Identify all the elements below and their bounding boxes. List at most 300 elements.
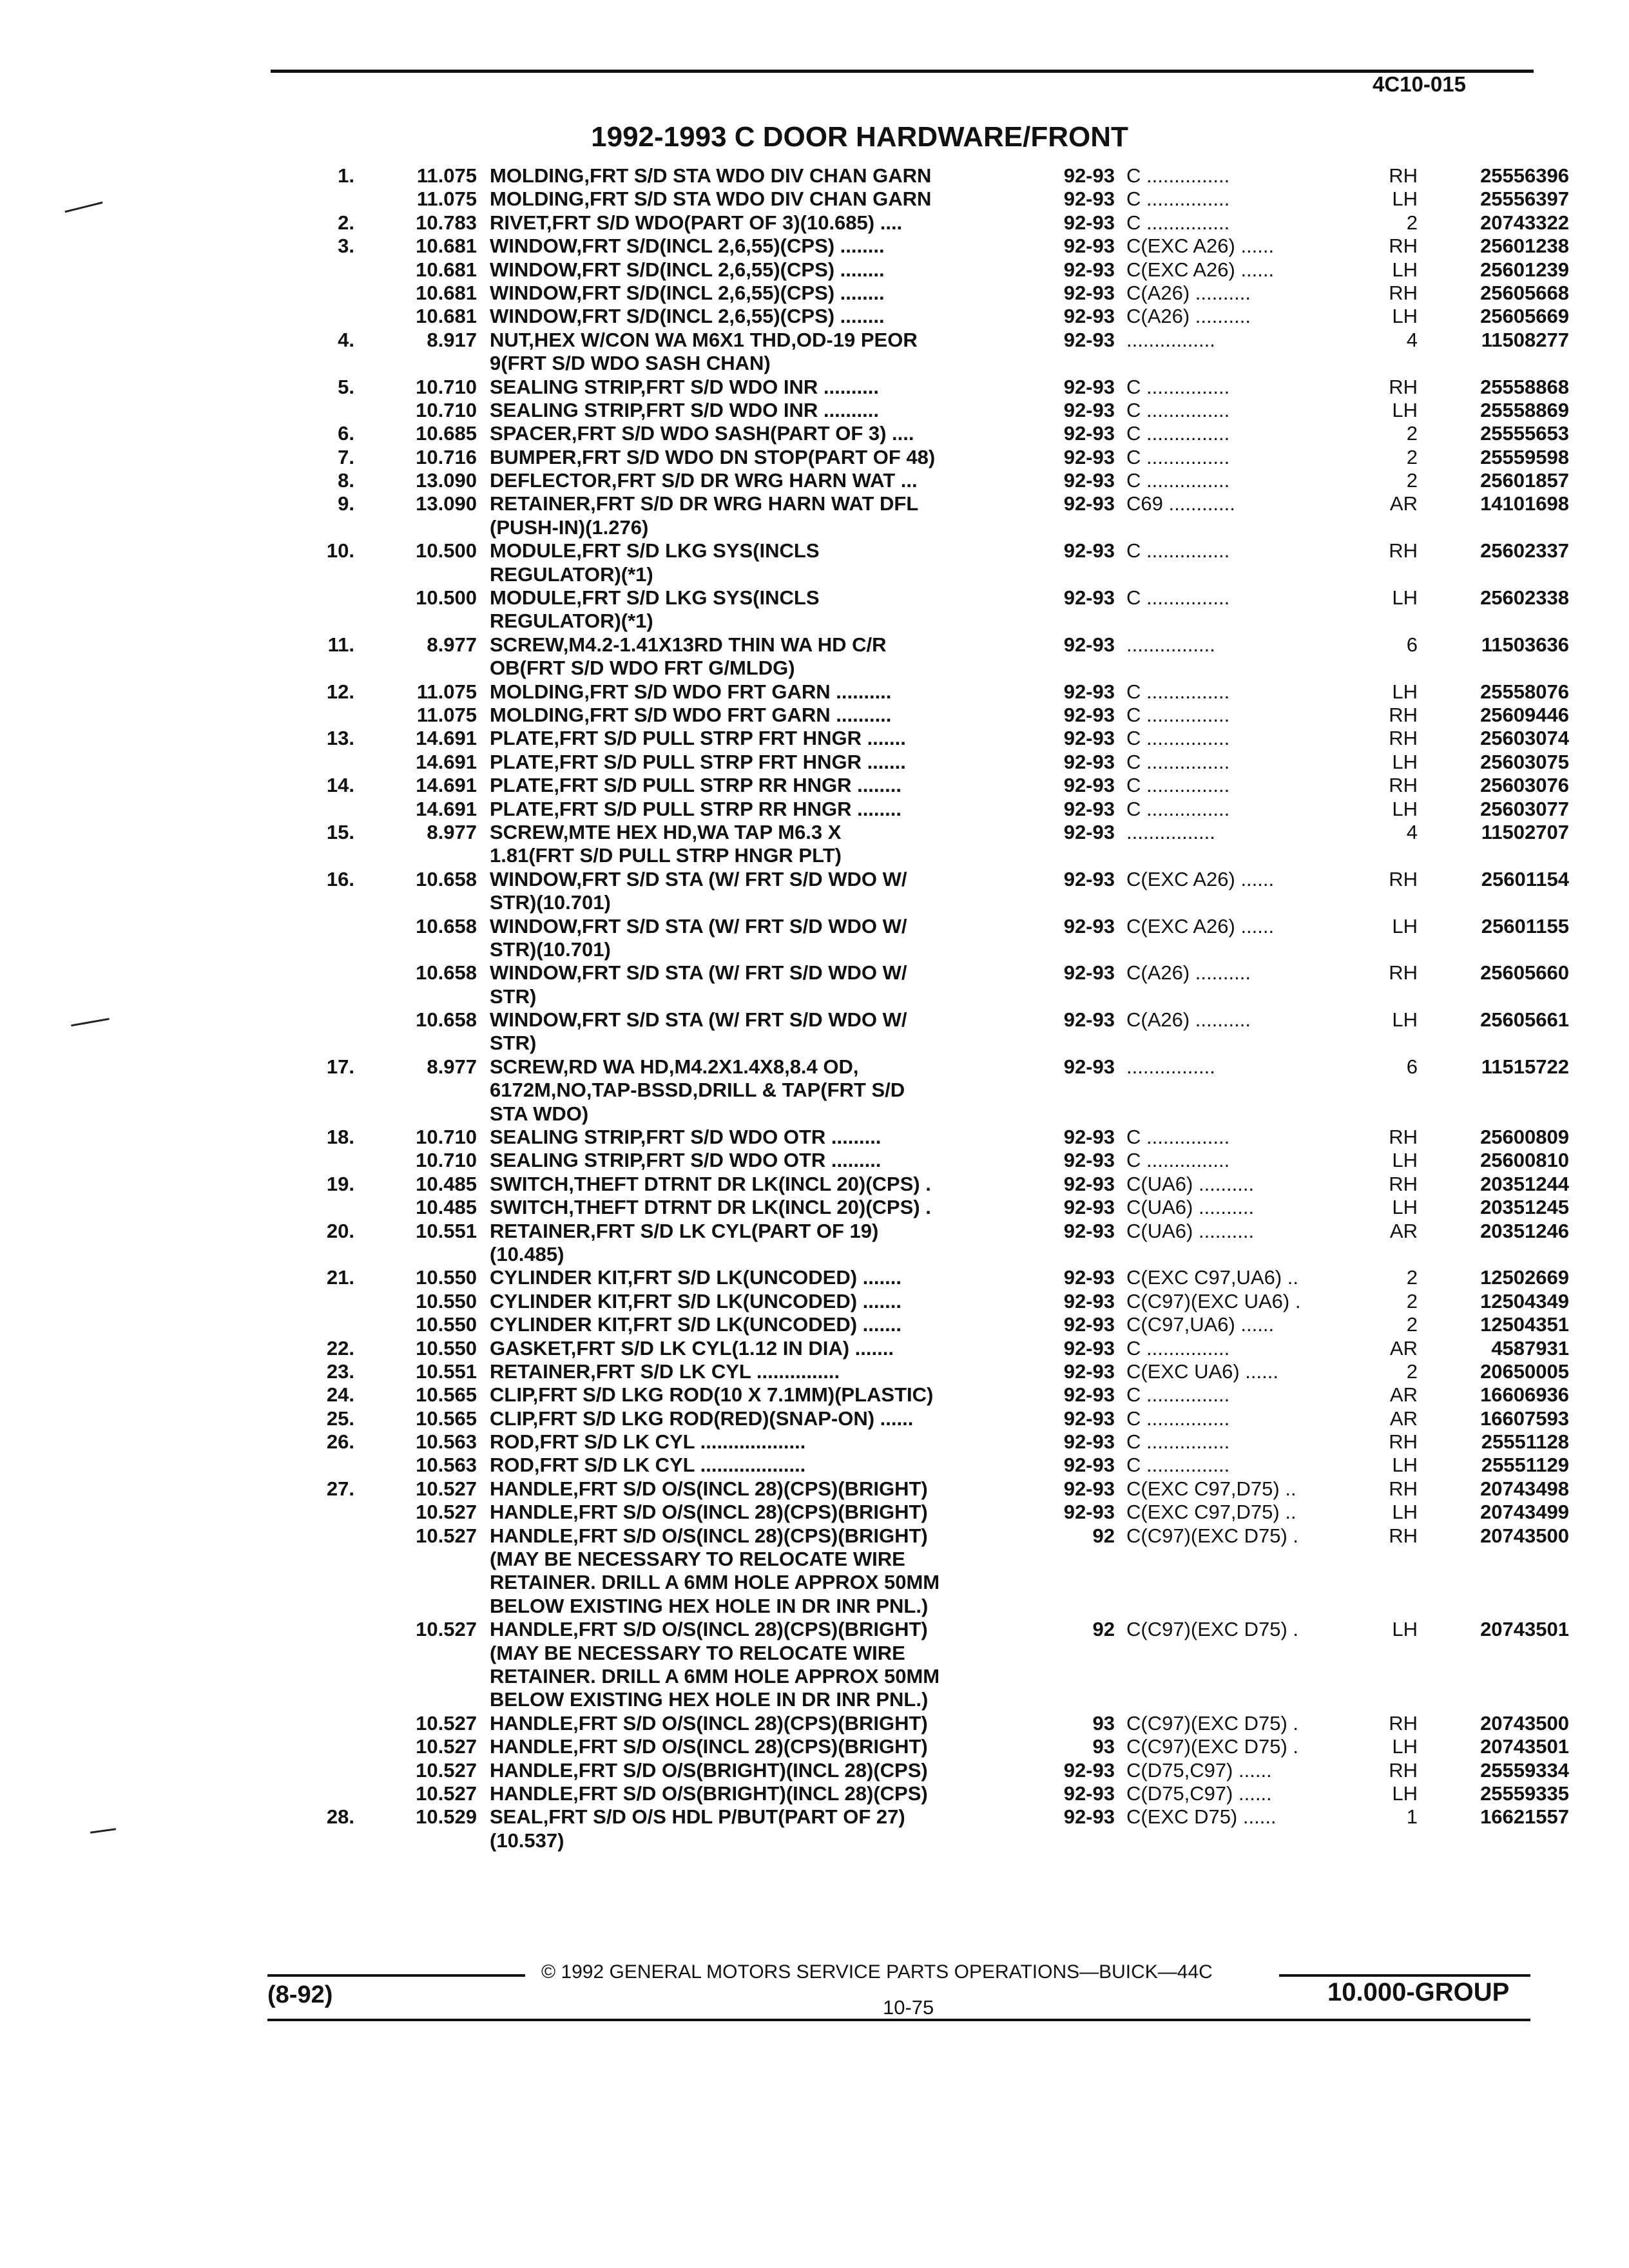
part-detail: ,FRT S/D WDO FRT GARN .......... <box>584 680 892 703</box>
quantity: LH <box>1392 586 1418 610</box>
part-detail: ,FRT S/D O/S(INCL 28)(CPS)(BRIGHT) <box>573 1618 928 1641</box>
catalog-code: C ............... <box>1126 445 1230 468</box>
quantity: 6 <box>1406 633 1418 656</box>
table-row <box>309 1571 1553 1594</box>
table-row <box>309 1548 1553 1571</box>
part-name: SCREW <box>490 820 563 843</box>
group-number: 10.550 <box>416 1336 477 1360</box>
part-detail: ,FRT S/D WDO SASH(PART OF 3) .... <box>571 422 914 445</box>
part-name: WINDOW <box>490 281 577 304</box>
part-detail: ,FRT S/D WDO OTR ......... <box>640 1126 882 1149</box>
part-description <box>490 891 1347 914</box>
catalog-code: C(UA6) .......... <box>1126 1172 1255 1195</box>
catalog-code: C ............... <box>1126 187 1230 211</box>
group-number: 10.485 <box>416 1172 477 1195</box>
quantity: 1 <box>1406 1805 1418 1829</box>
table-row <box>309 586 1569 610</box>
part-number: 20351246 <box>1480 1219 1569 1242</box>
group-number: 10.551 <box>416 1360 477 1383</box>
model-years: 92-93 <box>1063 1501 1115 1524</box>
quantity: LH <box>1392 398 1418 421</box>
part-number: 25601154 <box>1481 867 1569 890</box>
group-number: 10.681 <box>416 281 477 304</box>
page-code: 4C10-015 <box>1373 72 1466 96</box>
part-number: 11508277 <box>1481 328 1569 351</box>
catalog-code: C ............... <box>1126 586 1230 610</box>
model-years: 92-93 <box>1063 727 1115 750</box>
parts-table <box>309 164 1569 1852</box>
part-name: CYLINDER KIT <box>490 1289 628 1312</box>
part-detail: STR)(10.701) <box>490 937 611 961</box>
part-name: RETAINER <box>490 492 591 515</box>
part-name: MOLDING <box>490 164 584 187</box>
table-row <box>309 258 1569 282</box>
part-name: CLIP <box>490 1407 533 1430</box>
part-number: 25603075 <box>1480 750 1569 773</box>
group-number: 10.658 <box>416 867 477 890</box>
model-years: 92-93 <box>1063 1149 1115 1172</box>
group-number: 13.090 <box>416 492 477 515</box>
part-name: SWITCH <box>490 1196 569 1219</box>
group-number: 10.681 <box>416 235 477 258</box>
catalog-code: C(EXC C97,D75) .. <box>1126 1501 1296 1524</box>
table-row <box>309 1407 1569 1430</box>
table-row <box>309 235 1569 258</box>
model-years: 92-93 <box>1063 1407 1115 1430</box>
part-number: 12504351 <box>1480 1313 1569 1336</box>
part-detail: ,FRT S/D STA WDO DIV CHAN GARN <box>584 187 932 211</box>
part-detail: (MAY BE NECESSARY TO RELOCATE WIRE <box>490 1641 905 1664</box>
catalog-code: C69 ............ <box>1126 492 1235 515</box>
part-name: HANDLE <box>490 1524 574 1547</box>
group-number: 10.710 <box>416 1126 477 1149</box>
part-number: 25600810 <box>1480 1149 1569 1172</box>
group-number: 10.658 <box>416 961 477 985</box>
part-number: 25556397 <box>1480 187 1569 211</box>
model-years: 92-93 <box>1063 1805 1115 1829</box>
catalog-code: ................ <box>1126 820 1215 843</box>
table-row <box>309 961 1569 985</box>
catalog-code: C ............... <box>1126 1454 1230 1477</box>
part-description <box>490 1665 1347 1688</box>
item-number: 25. <box>326 1407 354 1430</box>
part-number: 11502707 <box>1481 820 1569 843</box>
part-name: RIVET <box>490 211 546 234</box>
part-name: PLATE <box>490 774 554 797</box>
table-row <box>309 563 1553 586</box>
part-detail: ,FRT S/D O/S(INCL 28)(CPS)(BRIGHT) <box>573 1501 928 1524</box>
part-detail: ,FRT S/D O/S(INCL 28)(CPS)(BRIGHT) <box>573 1735 928 1758</box>
part-number: 25558869 <box>1480 398 1569 421</box>
catalog-code: C(D75,C97) ...... <box>1126 1758 1272 1782</box>
table-row <box>309 1711 1569 1735</box>
part-detail: ,FRT S/D O/S(INCL 28)(CPS)(BRIGHT) <box>573 1711 928 1735</box>
table-row <box>309 727 1569 750</box>
group-number: 10.783 <box>416 211 477 234</box>
group-number: 10.565 <box>416 1407 477 1430</box>
model-years: 92-93 <box>1063 914 1115 937</box>
group-number: 10.500 <box>416 539 477 562</box>
item-number: 17. <box>326 1055 354 1078</box>
table-row <box>309 680 1569 704</box>
part-detail: ,FRT S/D DR WRG HARN WAT DFL <box>590 492 919 515</box>
group-number: 8.917 <box>427 328 477 351</box>
part-number: 20743498 <box>1480 1477 1569 1500</box>
catalog-code: C ............... <box>1126 539 1230 562</box>
catalog-code: C(C97)(EXC D75) . <box>1126 1711 1298 1735</box>
part-number: 4587931 <box>1491 1336 1569 1360</box>
part-number: 25603074 <box>1480 727 1569 750</box>
item-number: 26. <box>326 1430 354 1454</box>
item-number: 15. <box>326 820 354 843</box>
model-years: 92-93 <box>1063 1758 1115 1782</box>
part-number: 25603076 <box>1480 774 1569 797</box>
hole-punch-mark <box>71 1018 110 1026</box>
part-name: HANDLE <box>490 1501 574 1524</box>
part-number: 16606936 <box>1480 1383 1569 1407</box>
catalog-code: C(D75,C97) ...... <box>1126 1782 1272 1805</box>
part-detail: (10.537) <box>490 1829 564 1852</box>
table-row <box>309 422 1569 445</box>
part-number: 25551129 <box>1481 1454 1569 1477</box>
catalog-code: C(EXC C97,UA6) .. <box>1126 1266 1299 1289</box>
model-years: 92-93 <box>1063 1383 1115 1407</box>
part-detail: ,HEX W/CON WA M6X1 THD,OD-19 PEOR <box>528 328 918 351</box>
part-number: 25602337 <box>1480 539 1569 562</box>
part-detail: ,M4.2-1.41X13RD THIN WA HD C/R <box>563 633 887 656</box>
model-years: 92-93 <box>1063 774 1115 797</box>
catalog-code: C ............... <box>1126 727 1230 750</box>
part-detail: ,FRT S/D DR WRG HARN WAT ... <box>611 469 918 492</box>
group-number: 11.075 <box>416 164 477 187</box>
part-detail: BELOW EXISTING HEX HOLE IN DR INR PNL.) <box>490 1594 929 1617</box>
table-row <box>309 1336 1569 1360</box>
part-number: 25601857 <box>1480 469 1569 492</box>
table-row <box>309 1289 1569 1313</box>
model-years: 92-93 <box>1063 1454 1115 1477</box>
group-number: 10.681 <box>416 258 477 281</box>
part-name: CYLINDER KIT <box>490 1313 628 1336</box>
table-row <box>309 844 1553 867</box>
item-number: 2. <box>338 211 354 234</box>
item-number: 23. <box>326 1360 354 1383</box>
model-years: 92-93 <box>1063 211 1115 234</box>
catalog-code: C ............... <box>1126 703 1230 726</box>
part-detail: REGULATOR)(*1) <box>490 562 653 586</box>
group-number: 10.527 <box>416 1618 477 1641</box>
table-row <box>309 1266 1569 1289</box>
model-years: 93 <box>1092 1735 1115 1758</box>
part-detail: (10.485) <box>490 1242 564 1265</box>
group-number: 10.685 <box>416 422 477 445</box>
catalog-code: C(UA6) .......... <box>1126 1196 1255 1219</box>
item-number: 14. <box>326 774 354 797</box>
part-description <box>490 1102 1347 1126</box>
part-detail: OB(FRT S/D WDO FRT G/MLDG) <box>490 657 795 680</box>
group-number: 11.075 <box>416 187 477 211</box>
part-detail: ,FRT S/D LK(UNCODED) ....... <box>627 1313 901 1336</box>
part-description <box>490 516 1347 539</box>
part-description <box>490 985 1347 1008</box>
model-years: 92-93 <box>1063 1782 1115 1805</box>
item-number: 16. <box>326 867 354 890</box>
part-detail: ,FRT S/D STA (W/ FRT S/D WDO W/ <box>576 961 907 985</box>
part-detail: STR) <box>490 1032 537 1055</box>
footer-rule-right <box>1279 1974 1530 1977</box>
table-row <box>309 1501 1569 1524</box>
item-number: 6. <box>338 422 354 445</box>
quantity: LH <box>1392 680 1418 703</box>
item-number: 13. <box>326 727 354 750</box>
quantity: RH <box>1389 703 1418 726</box>
model-years: 92-93 <box>1063 187 1115 211</box>
catalog-code: C ............... <box>1126 797 1230 820</box>
part-detail: ,FRT S/D WDO OTR ......... <box>640 1149 882 1172</box>
part-number: 25601239 <box>1480 258 1569 281</box>
table-row <box>309 375 1569 399</box>
quantity: LH <box>1392 187 1418 211</box>
model-years: 92-93 <box>1063 422 1115 445</box>
part-number: 25605669 <box>1480 305 1569 328</box>
part-number: 25559334 <box>1480 1758 1569 1782</box>
item-number: 18. <box>326 1126 354 1149</box>
group-number: 10.527 <box>416 1711 477 1735</box>
catalog-code: C(C97)(EXC D75) . <box>1126 1735 1298 1758</box>
part-detail: ,FRT S/D STA (W/ FRT S/D WDO W/ <box>576 1008 907 1032</box>
table-row <box>309 1618 1569 1641</box>
table-row <box>309 1430 1569 1454</box>
part-number: 25601155 <box>1481 914 1569 937</box>
quantity: RH <box>1389 727 1418 750</box>
quantity: AR <box>1389 1219 1418 1242</box>
group-number: 13.090 <box>416 469 477 492</box>
quantity: RH <box>1389 1524 1418 1547</box>
group-number: 10.550 <box>416 1289 477 1312</box>
table-row <box>309 703 1569 727</box>
part-detail: ,FRT S/D LKG SYS(INCLS <box>576 539 820 562</box>
part-name: GASKET <box>490 1336 571 1360</box>
hole-punch-mark <box>90 1828 116 1834</box>
catalog-code: ................ <box>1126 1055 1215 1078</box>
catalog-code: C(A26) .......... <box>1126 1008 1251 1032</box>
part-name: WINDOW <box>490 961 577 985</box>
model-years: 92-93 <box>1063 1266 1115 1289</box>
catalog-code: C(EXC A26) ...... <box>1126 914 1275 937</box>
table-row <box>309 1454 1569 1477</box>
part-number: 25605660 <box>1480 961 1569 985</box>
table-row <box>309 516 1553 539</box>
table-row <box>309 750 1569 774</box>
catalog-code: C(C97)(EXC UA6) . <box>1126 1289 1301 1312</box>
model-years: 92-93 <box>1063 1196 1115 1219</box>
part-number: 14101698 <box>1480 492 1569 515</box>
part-number: 20351245 <box>1480 1196 1569 1219</box>
part-description <box>490 1243 1347 1266</box>
model-years: 92-93 <box>1063 1219 1115 1242</box>
part-description <box>490 1642 1347 1665</box>
catalog-code: C ............... <box>1126 469 1230 492</box>
quantity: AR <box>1389 1336 1418 1360</box>
table-row <box>309 187 1569 211</box>
item-number: 5. <box>338 375 354 398</box>
table-row <box>309 1735 1569 1758</box>
table-row <box>309 492 1569 515</box>
part-detail: ,FRT S/D WDO INR .......... <box>640 398 879 421</box>
table-row <box>309 445 1569 469</box>
part-detail: ,THEFT DTRNT DR LK(INCL 20)(CPS) . <box>568 1172 931 1195</box>
catalog-code: C(EXC D75) ...... <box>1126 1805 1277 1829</box>
quantity: 6 <box>1406 1055 1418 1078</box>
part-name: SEALING STRIP <box>490 1126 641 1149</box>
table-row <box>309 774 1569 797</box>
group-number: 10.500 <box>416 586 477 610</box>
table-row <box>309 1665 1553 1688</box>
catalog-code: C ............... <box>1126 1149 1230 1172</box>
table-row <box>309 1313 1569 1336</box>
part-detail: ,FRT S/D PULL STRP RR HNGR ........ <box>554 774 901 797</box>
quantity: LH <box>1392 1454 1418 1477</box>
group-number: 10.550 <box>416 1313 477 1336</box>
part-detail: RETAINER. DRILL A 6MM HOLE APPROX 50MM <box>490 1571 940 1594</box>
part-description <box>490 1571 1347 1594</box>
part-number: 20743500 <box>1480 1711 1569 1735</box>
quantity: RH <box>1389 1430 1418 1454</box>
part-name: RETAINER <box>490 1219 591 1242</box>
quantity: RH <box>1389 1758 1418 1782</box>
table-row <box>309 914 1569 938</box>
top-rule <box>271 70 1534 73</box>
group-number: 8.977 <box>427 633 477 656</box>
model-years: 92-93 <box>1063 867 1115 890</box>
part-detail: ,RD WA HD,M4.2X1.4X8,8.4 OD, <box>563 1055 859 1078</box>
model-years: 92 <box>1092 1618 1115 1641</box>
quantity: 2 <box>1406 445 1418 468</box>
group-number: 10.565 <box>416 1383 477 1407</box>
catalog-code: C ............... <box>1126 774 1230 797</box>
quantity: RH <box>1389 1477 1418 1500</box>
item-number: 10. <box>326 539 354 562</box>
table-row <box>309 891 1553 914</box>
model-years: 92-93 <box>1063 1055 1115 1078</box>
catalog-code: C ............... <box>1126 211 1230 234</box>
catalog-code: C ............... <box>1126 164 1230 187</box>
group-number: 14.691 <box>416 797 477 820</box>
part-detail: ,FRT S/D LK CYL(PART OF 19) <box>590 1219 879 1242</box>
model-years: 92-93 <box>1063 1477 1115 1500</box>
part-detail: ,FRT S/D PULL STRP RR HNGR ........ <box>554 797 901 820</box>
item-number: 22. <box>326 1336 354 1360</box>
group-number: 10.551 <box>416 1219 477 1242</box>
model-years: 92-93 <box>1063 305 1115 328</box>
group-number: 10.527 <box>416 1477 477 1500</box>
part-detail: (MAY BE NECESSARY TO RELOCATE WIRE <box>490 1548 905 1571</box>
catalog-code: ................ <box>1126 633 1215 656</box>
part-detail: ,FRT S/D STA WDO DIV CHAN GARN <box>584 164 932 187</box>
part-detail: ,FRT S/D LK(UNCODED) ....... <box>627 1289 901 1312</box>
part-number: 25559598 <box>1480 445 1569 468</box>
part-number: 16621557 <box>1480 1805 1569 1829</box>
part-name: WINDOW <box>490 867 577 890</box>
table-row <box>309 1196 1569 1219</box>
model-years: 92-93 <box>1063 281 1115 304</box>
part-name: MODULE <box>490 586 577 610</box>
table-row <box>309 1079 1553 1102</box>
part-detail: STR)(10.701) <box>490 891 611 914</box>
table-row <box>309 1782 1569 1805</box>
group-number: 10.527 <box>416 1758 477 1782</box>
model-years: 92-93 <box>1063 375 1115 398</box>
part-name: CYLINDER KIT <box>490 1266 628 1289</box>
part-detail: ,THEFT DTRNT DR LK(INCL 20)(CPS) . <box>568 1196 931 1219</box>
model-years: 92-93 <box>1063 586 1115 610</box>
catalog-code: C(C97)(EXC D75) . <box>1126 1524 1298 1547</box>
part-number: 25609446 <box>1480 703 1569 726</box>
quantity: AR <box>1389 1383 1418 1407</box>
table-row <box>309 1805 1569 1829</box>
part-number: 25603077 <box>1480 797 1569 820</box>
part-name: MOLDING <box>490 187 584 211</box>
part-number: 12502669 <box>1480 1266 1569 1289</box>
part-detail: 6172M,NO,TAP-BSSD,DRILL & TAP(FRT S/D <box>490 1079 905 1102</box>
part-number: 20743501 <box>1480 1618 1569 1641</box>
footer-copyright: © 1992 GENERAL MOTORS SERVICE PARTS OPERATIONS—BUICK—44C <box>541 1961 1213 1983</box>
catalog-code: C(A26) .......... <box>1126 961 1251 985</box>
part-detail: 9(FRT S/D WDO SASH CHAN) <box>490 352 771 375</box>
model-years: 92-93 <box>1063 680 1115 703</box>
catalog-code: C ............... <box>1126 1407 1230 1430</box>
item-number: 1. <box>338 164 354 187</box>
part-number: 20650005 <box>1480 1360 1569 1383</box>
part-name: WINDOW <box>490 235 577 258</box>
table-row <box>309 610 1553 633</box>
part-name: BUMPER <box>490 445 577 468</box>
table-row <box>309 1126 1569 1149</box>
quantity: 2 <box>1406 1313 1418 1336</box>
table-row <box>309 211 1569 235</box>
quantity: 4 <box>1406 820 1418 843</box>
part-description <box>490 844 1347 867</box>
part-detail: ,FRT S/D WDO FRT GARN .......... <box>584 703 892 726</box>
part-number: 20743501 <box>1480 1735 1569 1758</box>
group-number: 11.075 <box>416 680 477 703</box>
part-name: WINDOW <box>490 258 577 281</box>
item-number: 24. <box>326 1383 354 1407</box>
quantity: RH <box>1389 774 1418 797</box>
catalog-code: C ............... <box>1126 1336 1230 1360</box>
group-number: 14.691 <box>416 750 477 773</box>
quantity: 2 <box>1406 211 1418 234</box>
catalog-code: C ............... <box>1126 680 1230 703</box>
quantity: RH <box>1389 235 1418 258</box>
part-description <box>490 1548 1347 1571</box>
part-name: MOLDING <box>490 680 584 703</box>
quantity: LH <box>1392 750 1418 773</box>
table-row <box>309 1149 1569 1172</box>
table-row <box>309 1688 1553 1711</box>
table-row <box>309 633 1569 657</box>
part-number: 25556396 <box>1480 164 1569 187</box>
catalog-code: C(EXC A26) ...... <box>1126 258 1275 281</box>
group-number: 11.075 <box>416 703 477 726</box>
table-row <box>309 352 1553 375</box>
model-years: 93 <box>1092 1711 1115 1735</box>
item-number: 21. <box>326 1266 354 1289</box>
part-detail: ,FRT S/D WDO INR .......... <box>640 375 879 398</box>
footer-page-number: 10-75 <box>883 1996 934 2019</box>
item-number: 9. <box>338 492 354 515</box>
table-row <box>309 1172 1569 1196</box>
part-detail: ,FRT S/D(INCL 2,6,55)(CPS) ........ <box>576 281 885 304</box>
